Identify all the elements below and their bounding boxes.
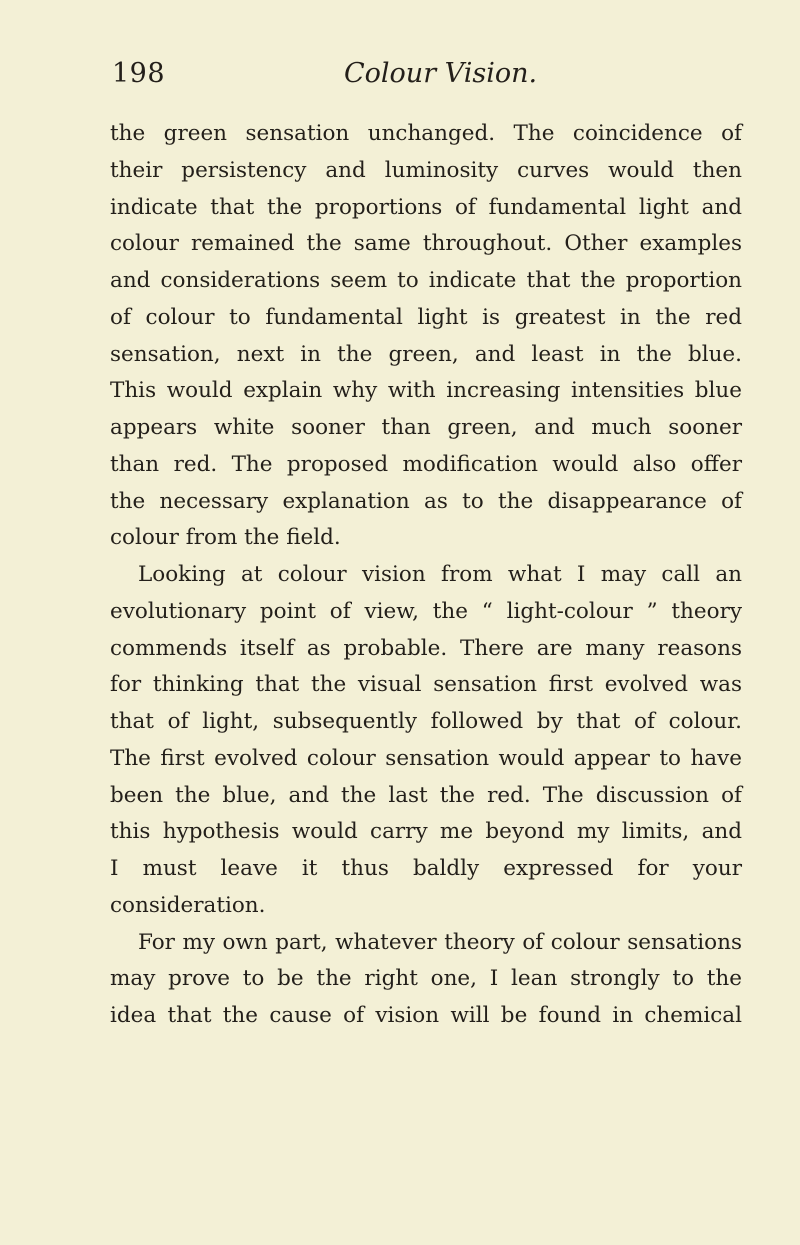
- text-line: been the blue, and the last the red. The discussion of: [110, 782, 742, 808]
- text-line: the green sensation unchanged. The coincidence of: [110, 121, 742, 146]
- text-line: evolutionary point of view, the “ light-colour ” theory: [110, 598, 742, 624]
- body-text: [110, 116, 742, 1035]
- text-line: their persistency and luminosity curves would then: [110, 157, 742, 183]
- paragraph-first-line: Looking at colour vision from what I may call an: [138, 562, 742, 587]
- text-line: that of light, subsequently followed by that of colour.: [110, 709, 742, 734]
- page-number: 198: [112, 58, 166, 89]
- text-line: this hypothesis would carry me beyond my limits, and: [110, 819, 742, 845]
- text-line: may prove to be the right one, I lean strongly to the: [110, 966, 742, 992]
- running-head: [112, 58, 742, 98]
- text-line: I must leave it thus baldly expressed for your: [110, 856, 742, 881]
- text-line: for thinking that the visual sensation first evolved was: [110, 672, 742, 698]
- text-line: appears white sooner than green, and much sooner: [110, 415, 742, 440]
- text-line: idea that the cause of vision will be found in chemical: [110, 1003, 742, 1028]
- paragraph-first-line: For my own part, whatever theory of colour sensations: [138, 929, 742, 955]
- text-line: This would explain why with increasing intensities blue: [110, 378, 742, 404]
- text-line: than red. The proposed modification would also offer: [110, 451, 742, 477]
- text-line: colour remained the same throughout. Other examples: [110, 231, 742, 257]
- paragraph-end-line: colour from the field.: [110, 525, 341, 551]
- text-line: sensation, next in the green, and least in the blue.: [110, 341, 742, 367]
- paragraph-end-line: consideration.: [110, 892, 266, 918]
- text-line: the necessary explanation as to the disappearance of: [110, 488, 742, 514]
- text-line: indicate that the proportions of fundamental light and: [110, 194, 742, 220]
- text-line: The first evolved colour sensation would appear to have: [110, 745, 742, 771]
- running-title: Colour Vision.: [344, 58, 538, 89]
- text-line: commends itself as probable. There are many reasons: [110, 635, 742, 661]
- text-line: and considerations seem to indicate that the proportion: [110, 268, 742, 293]
- text-line: of colour to fundamental light is greatest in the red: [110, 304, 742, 330]
